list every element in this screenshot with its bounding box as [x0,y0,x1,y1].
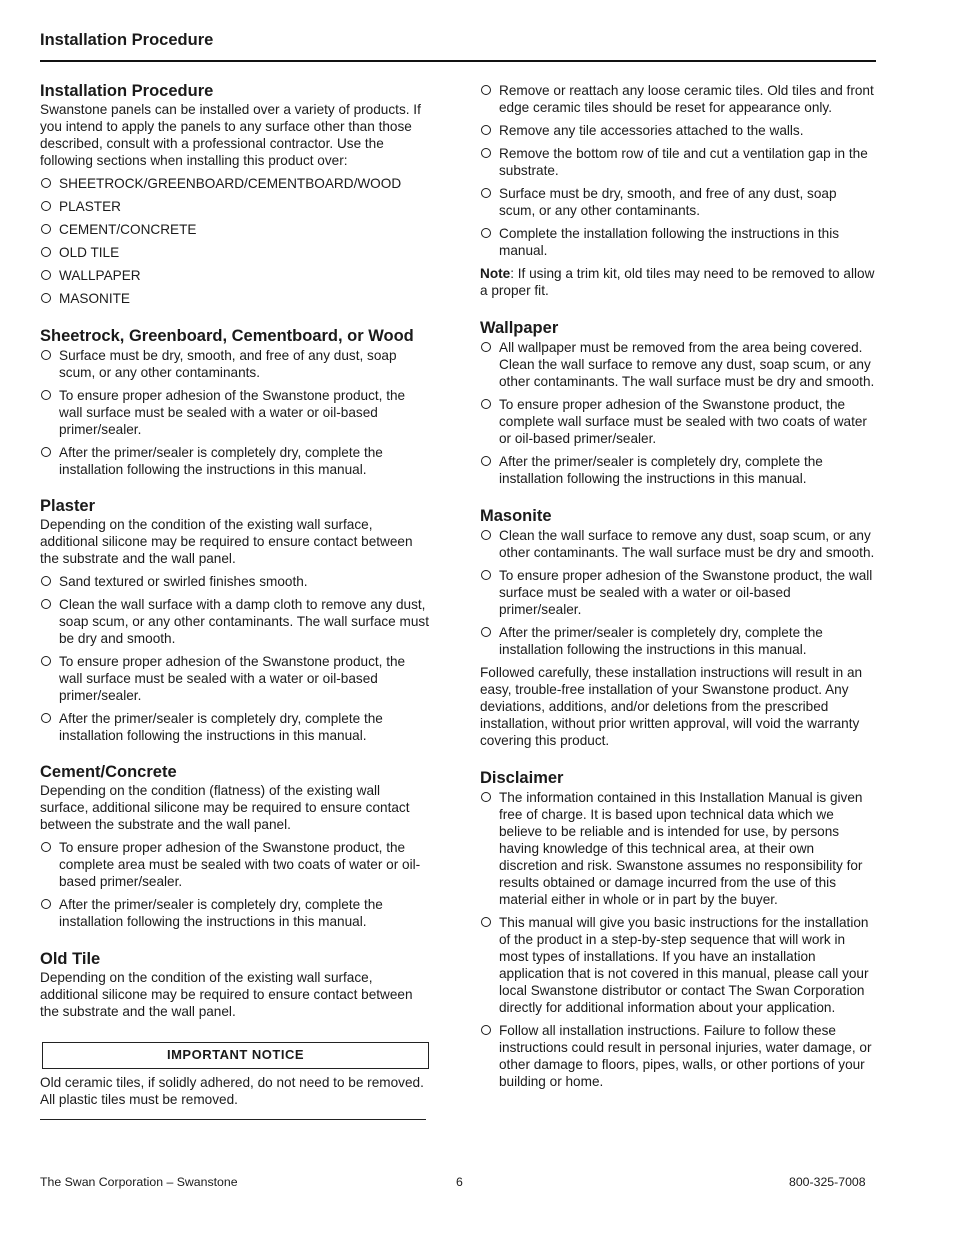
bullet-circle-icon [481,228,491,238]
footer-company: The Swan Corporation – Swanstone [40,1175,238,1189]
list-item: Surface must be dry, smooth, and free of any dust, soap scum, or any other contaminants. [40,347,432,381]
bullet-circle-icon [41,656,51,666]
list-item: To ensure proper adhesion of the Swanstone product, the wall surface must be sealed with a water or oil-based primer/sealer. [40,387,432,438]
bullet-circle-icon [41,247,51,257]
list-item: Follow all installation instructions. Failure to follow these instructions could result in personal injuries, water damage, or other damage to floors, pipes, walls, or other portions of your building or home. [480,1022,876,1090]
cement-section [40,762,432,930]
list-item: After the primer/sealer is completely dry, complete the installation following the instructions in this manual. [480,624,876,658]
list-item: SHEETROCK/GREENBOARD/CEMENTBOARD/WOOD [40,175,432,192]
list-item: MASONITE [40,290,432,307]
list-item: PLASTER [40,198,432,215]
bullet-circle-icon [41,899,51,909]
cement-text: Depending on the condition (flatness) of the existing wall surface, additional silicone may be required to ensure contact between the substrate and the wall panel. [40,783,410,832]
bullet-circle-icon [41,293,51,303]
disclaimer-section [480,768,876,1090]
bullet-circle-icon [41,447,51,457]
list-item: Remove any tile accessories attached to the walls. [480,122,876,139]
oldtile-heading: Old Tile [40,950,101,968]
intro-heading: Installation Procedure [40,82,214,100]
wallpaper-list [480,339,876,487]
list-item: WALLPAPER [40,267,432,284]
list-item: Sand textured or swirled finishes smooth. [40,573,432,590]
cement-heading: Cement/Concrete [40,763,177,781]
closing-paragraph: Followed carefully, these installation instructions will result in an easy, trouble-free installation of your Swanstone product. Any deviations, additions, and/or deletions from the prescribed installation, without prior written approval, will void the warranty covering this product. [480,665,863,748]
bullet-circle-icon [481,530,491,540]
list-item: After the primer/sealer is completely dry, complete the installation following the instructions in this manual. [40,710,432,744]
bullet-circle-icon [481,1025,491,1035]
list-item: Complete the installation following the instructions in this manual. [480,225,876,259]
bullet-circle-icon [41,350,51,360]
header-rule [40,60,876,62]
bullet-circle-icon [481,188,491,198]
bullet-circle-icon [41,270,51,280]
bullet-circle-icon [481,85,491,95]
bullet-circle-icon [481,125,491,135]
list-item: After the primer/sealer is completely dry, complete the installation following the instructions in this manual. [40,444,432,478]
bullet-circle-icon [41,599,51,609]
list-item: This manual will give you basic instructions for the installation of the product in a step-by-step sequence that will work in most types of installations. If you have an installation application that is not covered in this manual, please call your local Swanstone distributor or contact The Swan Corporation directly for additional information about your application. [480,914,876,1016]
footer-page-number: 6 [456,1175,463,1189]
notice-rule [40,1119,426,1120]
bullet-circle-icon [481,342,491,352]
plaster-list [40,573,432,744]
oldtile-section [40,949,432,1020]
bullet-circle-icon [481,148,491,158]
important-notice-title: IMPORTANT NOTICE [42,1042,429,1069]
list-item: Remove or reattach any loose ceramic tiles. Old tiles and front edge ceramic tiles should be reset for appearance only. [480,82,876,116]
left-column [40,81,432,1120]
plaster-section [40,496,432,744]
list-item: To ensure proper adhesion of the Swanstone product, the complete area must be sealed with two coats of water or oil-based primer/sealer. [40,839,432,890]
bullet-circle-icon [481,399,491,409]
bullet-circle-icon [481,792,491,802]
page-header: Installation Procedure [40,31,214,49]
list-item: Clean the wall surface to remove any dust, soap scum, or any other contaminants. The wall surface must be dry and smooth. [480,527,876,561]
sheetrock-section [40,326,432,478]
bullet-circle-icon [41,178,51,188]
important-notice-text: Old ceramic tiles, if solidly adhered, do not need to be removed. All plastic tiles must be removed. [40,1075,424,1107]
bullet-circle-icon [481,627,491,637]
list-item: To ensure proper adhesion of the Swanstone product, the complete wall surface must be sealed with two coats of water or oil-based primer/sealer. [480,396,876,447]
sheetrock-heading: Sheetrock, Greenboard, Cementboard, or Wood [40,327,414,345]
bullet-circle-icon [41,201,51,211]
bullet-circle-icon [481,456,491,466]
list-item: After the primer/sealer is completely dry, complete the installation following the instructions in this manual. [40,896,432,930]
list-item: Clean the wall surface with a damp cloth to remove any dust, soap scum, or any other contaminants. The wall surface must be dry and smooth. [40,596,432,647]
cement-list [40,839,432,930]
intro-section [40,81,432,307]
list-item: Surface must be dry, smooth, and free of any dust, soap scum, or any other contaminants. [480,185,876,219]
bullet-circle-icon [481,917,491,927]
trim-kit-note: Note: If using a trim kit, old tiles may need to be removed to allow a proper fit. [480,266,875,298]
masonite-heading: Masonite [480,507,552,525]
list-item: To ensure proper adhesion of the Swanstone product, the wall surface must be sealed with a water or oil-based primer/sealer. [480,567,876,618]
bullet-circle-icon [41,390,51,400]
plaster-heading: Plaster [40,497,96,515]
oldtile-text: Depending on the condition of the existing wall surface, additional silicone may be required to ensure contact between the substrate and the wall panel. [40,970,413,1019]
bullet-circle-icon [41,842,51,852]
right-column [480,81,876,1090]
plaster-text: Depending on the condition of the existing wall surface, additional silicone may be required to ensure contact between the substrate and the wall panel. [40,517,413,566]
list-item: The information contained in this Installation Manual is given free of charge. It is based upon technical data which we believe to be reliable and is intended for use, by persons having knowledge of this technical area, at their own discretion and risk. Swanstone assumes no responsibility for results obtained or damage incurred from the use of this material either in whole or in part by the buyer. [480,789,876,908]
bullet-circle-icon [481,570,491,580]
wallpaper-section [480,318,876,487]
masonite-section [480,506,876,749]
list-item: To ensure proper adhesion of the Swanstone product, the wall surface must be sealed with a water or oil-based primer/sealer. [40,653,432,704]
list-item: All wallpaper must be removed from the area being covered. Clean the wall surface to remove any dust, soap scum, or any other contaminants. The wall surface must be dry and smooth. [480,339,876,390]
list-item: Remove the bottom row of tile and cut a ventilation gap in the substrate. [480,145,876,179]
intro-text: Swanstone panels can be installed over a variety of products. If you intend to apply the panels to any surface other than those described, consult with a professional contractor. Use the following sections when installing this product over: [40,102,421,168]
old-tile-steps-list [480,82,876,259]
bullet-circle-icon [41,713,51,723]
bullet-circle-icon [41,576,51,586]
list-item: CEMENT/CONCRETE [40,221,432,238]
disclaimer-heading: Disclaimer [480,769,564,787]
list-item: OLD TILE [40,244,432,261]
surface-list [40,175,432,307]
bullet-circle-icon [41,224,51,234]
sheetrock-list [40,347,432,478]
disclaimer-list [480,789,876,1090]
wallpaper-heading: Wallpaper [480,319,559,337]
list-item: After the primer/sealer is completely dry, complete the installation following the instructions in this manual. [480,453,876,487]
footer-phone: 800-325-7008 [789,1175,866,1189]
masonite-list [480,527,876,658]
